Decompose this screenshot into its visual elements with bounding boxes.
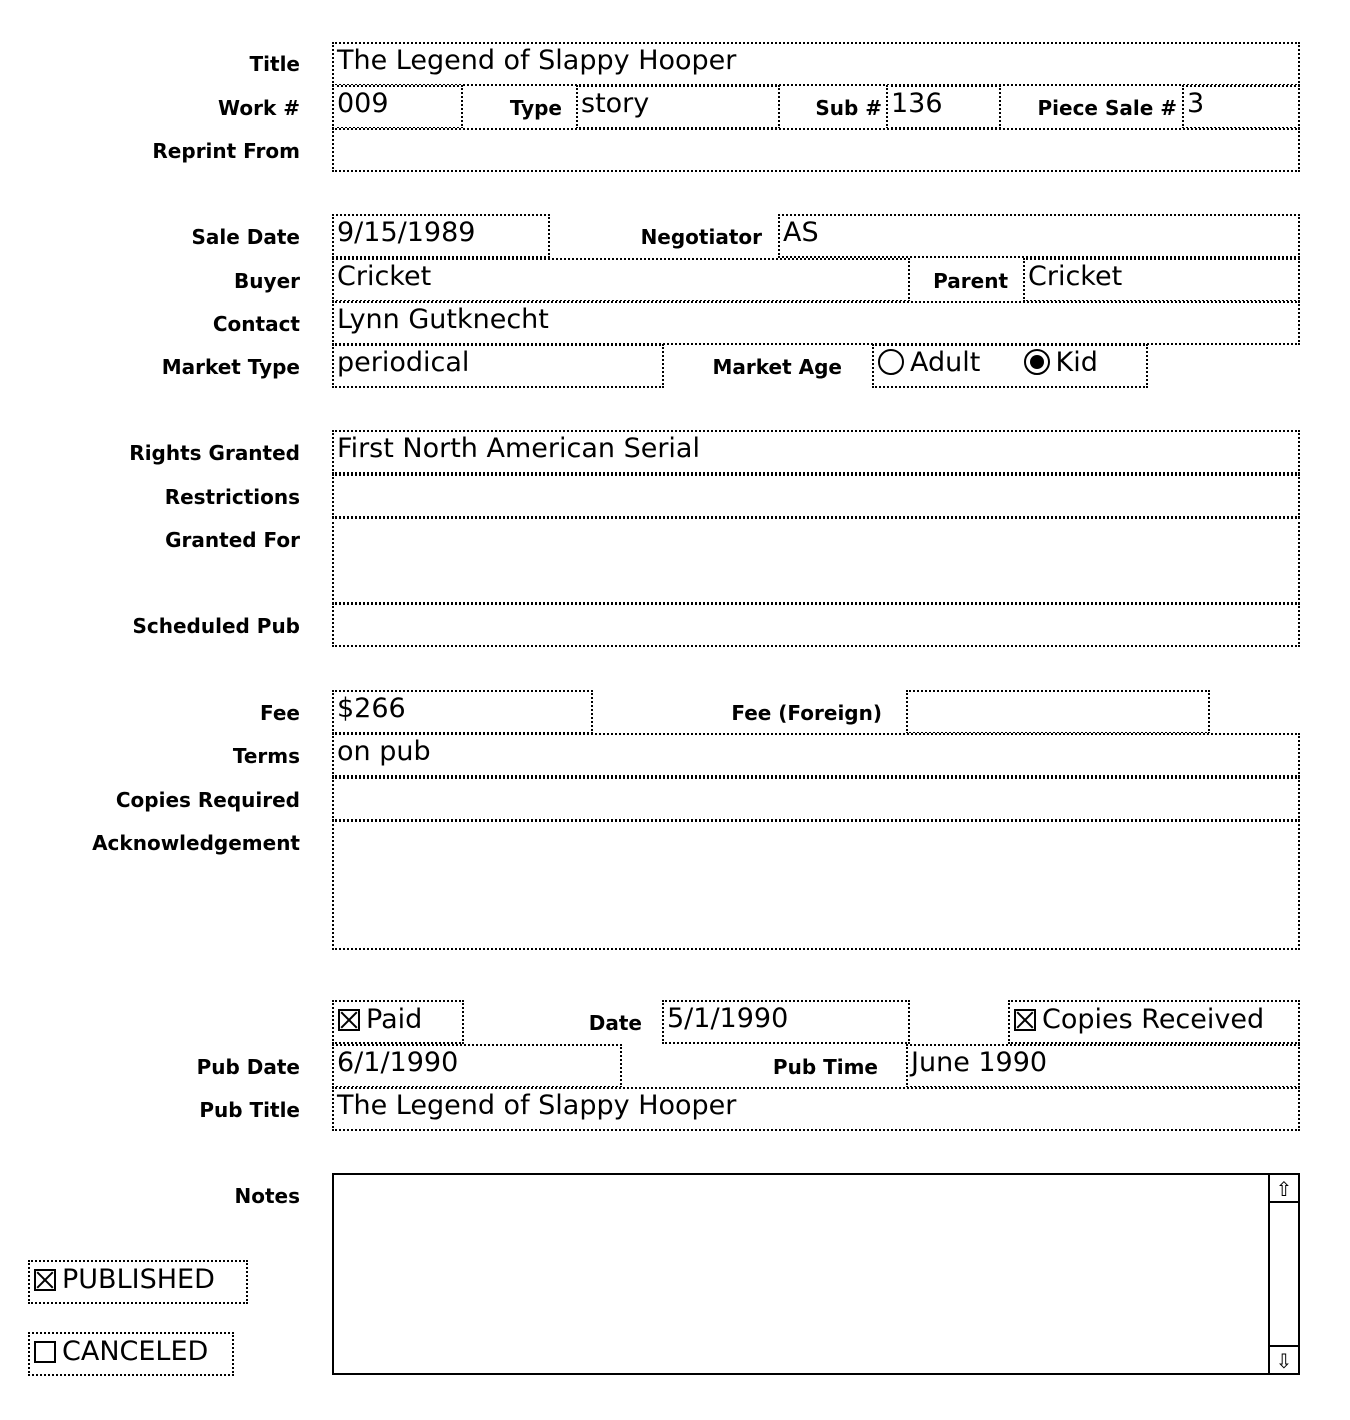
label-pub-title: Pub Title	[199, 1098, 300, 1122]
copies-received-checkbox[interactable]	[1008, 1000, 1300, 1044]
label-reprint-from: Reprint From	[152, 139, 300, 163]
terms-field[interactable]: on pub	[332, 733, 1300, 777]
copies-received-check-icon[interactable]	[1014, 1009, 1036, 1031]
scheduled-pub-field[interactable]	[332, 603, 1300, 647]
sale-date-field[interactable]: 9/15/1989	[332, 214, 550, 258]
market-type-field[interactable]: periodical	[332, 344, 664, 388]
label-restrictions: Restrictions	[164, 485, 300, 509]
pub-title-field[interactable]: The Legend of Slappy Hooper	[332, 1087, 1300, 1131]
work-no-field[interactable]: 009	[332, 85, 463, 129]
label-piece-sale-no: Piece Sale #	[1037, 96, 1177, 120]
copies-received-label: Copies Received	[1042, 1004, 1265, 1035]
market-age-kid-option[interactable]	[1024, 347, 1098, 378]
buyer-field[interactable]: Cricket	[332, 258, 910, 302]
pub-time-field[interactable]: June 1990	[906, 1044, 1300, 1088]
paid-label: Paid	[366, 1004, 423, 1035]
scroll-up-icon[interactable]: ⇧	[1270, 1175, 1298, 1203]
radio-kid-icon[interactable]	[1024, 349, 1050, 375]
paid-check-icon[interactable]	[338, 1009, 360, 1031]
canceled-checkbox[interactable]	[28, 1332, 234, 1376]
notes-textarea[interactable]	[332, 1173, 1300, 1375]
label-granted-for: Granted For	[165, 528, 300, 552]
label-market-age: Market Age	[712, 355, 842, 379]
parent-field[interactable]: Cricket	[1023, 258, 1300, 302]
restrictions-field[interactable]	[332, 474, 1300, 518]
market-age-adult-label: Adult	[910, 347, 981, 378]
negotiator-field[interactable]: AS	[778, 214, 1300, 258]
label-title: Title	[249, 52, 300, 76]
label-scheduled-pub: Scheduled Pub	[132, 614, 300, 638]
title-field[interactable]: The Legend of Slappy Hooper	[332, 42, 1300, 86]
label-type: Type	[509, 96, 562, 120]
notes-scrollbar[interactable]	[1268, 1175, 1298, 1373]
canceled-label: CANCELED	[62, 1336, 209, 1367]
label-acknowledgement: Acknowledgement	[92, 831, 300, 855]
label-pub-time: Pub Time	[772, 1055, 878, 1079]
published-check-icon[interactable]	[34, 1269, 56, 1291]
paid-date-field[interactable]: 5/1/1990	[662, 1000, 910, 1044]
label-copies-required: Copies Required	[115, 788, 300, 812]
label-buyer: Buyer	[234, 269, 300, 293]
copies-required-field[interactable]	[332, 777, 1300, 821]
rights-granted-field[interactable]: First North American Serial	[332, 430, 1300, 474]
fee-foreign-field[interactable]	[906, 690, 1210, 734]
label-notes: Notes	[234, 1184, 300, 1208]
label-fee-foreign: Fee (Foreign)	[731, 701, 882, 725]
scroll-down-icon[interactable]: ⇩	[1270, 1345, 1298, 1373]
label-rights-granted: Rights Granted	[129, 441, 300, 465]
market-age-group	[872, 344, 1148, 388]
label-terms: Terms	[232, 744, 300, 768]
piece-sale-no-field[interactable]: 3	[1182, 85, 1300, 129]
fee-field[interactable]: $266	[332, 690, 593, 734]
label-contact: Contact	[212, 312, 300, 336]
type-field[interactable]: story	[576, 85, 780, 129]
published-checkbox[interactable]	[28, 1260, 248, 1304]
label-pub-date: Pub Date	[196, 1055, 300, 1079]
sub-no-field[interactable]: 136	[886, 85, 1001, 129]
label-date: Date	[588, 1011, 642, 1035]
canceled-check-icon[interactable]	[34, 1341, 56, 1363]
market-age-kid-label: Kid	[1055, 347, 1098, 378]
label-sub-no: Sub #	[815, 96, 882, 120]
pub-date-field[interactable]: 6/1/1990	[332, 1044, 622, 1088]
market-age-adult-option[interactable]	[878, 347, 980, 378]
label-fee: Fee	[260, 701, 300, 725]
reprint-from-field[interactable]	[332, 128, 1300, 172]
paid-checkbox[interactable]	[332, 1000, 464, 1044]
label-work-no: Work #	[218, 96, 300, 120]
radio-adult-icon[interactable]	[878, 349, 904, 375]
label-negotiator: Negotiator	[640, 225, 762, 249]
contact-field[interactable]: Lynn Gutknecht	[332, 301, 1300, 345]
label-parent: Parent	[933, 269, 1008, 293]
published-label: PUBLISHED	[62, 1264, 215, 1295]
label-sale-date: Sale Date	[191, 225, 300, 249]
label-market-type: Market Type	[161, 355, 300, 379]
granted-for-field[interactable]	[332, 517, 1300, 604]
acknowledgement-field[interactable]	[332, 820, 1300, 950]
